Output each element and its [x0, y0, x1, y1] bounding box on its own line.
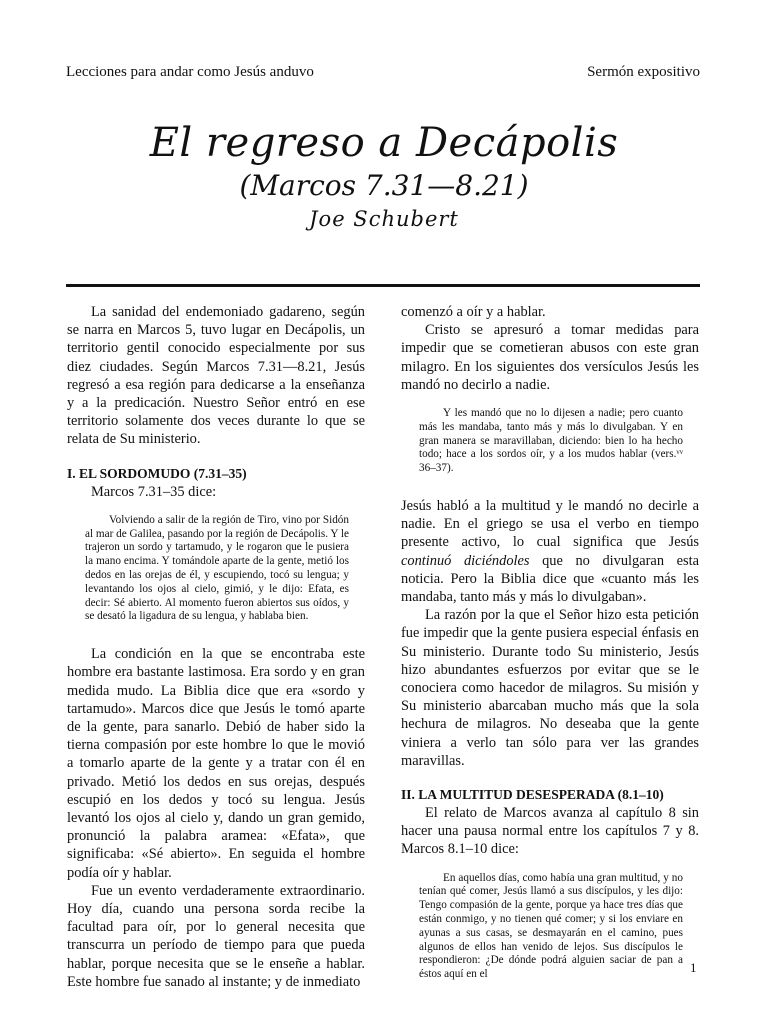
paragraph: La sanidad del endemoniado gadareno, según se narra en Marcos 5, tuvo lugar en Decápolis, un territorio gentil conocido especialmente por sus diez ciudades. Según Marcos 7.31—8.21, Jesús regresó a esa región para dedicarse a la enseñanza y a la predicación. Nuestro Señor entró en ese territorio solamente dos veces durante lo que se relata de Su ministerio.	[67, 304, 365, 448]
text-run: que no divulgaran esta noticia. Pero la Biblia dice que «cuanto más les mandaba, tanto más y más lo divulgaban».	[401, 552, 699, 606]
paragraph: Marcos 7.31–35 dice:	[91, 483, 217, 500]
paragraph: La razón por la que el Señor hizo esta petición fue impedir que la gente pusiera especial énfasis en Su ministerio. Durante todo Su ministerio, Jesús hizo abundantes esfuerzos por evitar que se le conociera como hacedor de milagros. Su misión y Su ministerio abarcaban mucho más que la sola hechura de milagros. No deseaba que la gente viniera a verlo tan sólo para ver las grandes maravillas.	[401, 607, 699, 769]
running-head	[66, 62, 700, 82]
paragraph: comenzó a oír y a hablar.	[401, 304, 546, 320]
author-name: Joe Schubert	[309, 207, 459, 231]
paragraph: Cristo se apresuró a tomar medidas para impedir que se cometieran abusos con este gran milagro. En los siguientes dos versículos Jesús les mandó no decirlo a nadie.	[401, 322, 699, 393]
paragraph	[401, 497, 699, 606]
scripture-quote: Volviendo a salir de la región de Tiro, vino por Sidón al mar de Galilea, pasando por la región de Decápolis. Y le trajeron un sordo y tartamudo, y le rogaron que le pusiera la mano encima. Y tomándole aparte de la gente, metió los dedos en las orejas de él, y escupiendo, tocó su lengua; y levantando los ojos al cielo, gimió, y le dijo: Efata, es decir: Sé abierto. Al momento fueron abiertos sus oídos, y se desató la ligadura de su lengua, y hablaba bien.	[85, 513, 349, 623]
title-block	[0, 118, 768, 234]
section-heading: II. LA MULTITUD DESESPERADA (8.1–10)	[401, 787, 664, 803]
book-title: Lecciones para andar como Jesús anduvo	[66, 64, 314, 80]
emphasis-text: continuó diciéndoles	[401, 552, 530, 569]
page-number: 1	[690, 960, 697, 975]
text-run: Jesús habló a la multitud y le mandó no decirle a nadie. En el griego se usa el verbo en tiempo presente activo, lo cual significa que Jesús	[401, 498, 699, 551]
scripture-quote: En aquellos días, como había una gran multitud, y no tenían qué comer, Jesús llamó a sus discípulos, y les dijo: Tengo compasión de la gente, porque ya hace tres días que están conmigo, y no tienen qué comer; y si los enviare en ayunas a sus casas, se desmayarán en el camino, pues algunos de ellos han venido de lejos. Sus discípulos le respondieron: ¿De dónde podrá alguien saciar de pan a éstos aquí en el	[419, 871, 683, 981]
scripture-reference: (Marcos 7.31—8.21)	[239, 169, 529, 202]
left-column	[67, 303, 365, 991]
paragraph: Fue un evento verdaderamente extraordinario. Hoy día, cuando una persona sorda recibe la facultad para oír, por lo general necesita que transcurra un período de tiempo para que pueda hablar, porque necesita que se le enseñe a hablar. Este hombre fue sanado al instante; y de inmediato	[67, 882, 365, 990]
section-heading: I. EL SORDOMUDO (7.31–35)	[67, 465, 247, 481]
title-divider	[66, 284, 700, 287]
paragraph: La condición en la que se encontraba este hombre era bastante lastimosa. Era sordo y en gran medida mudo. La Biblia dice que era «sordo y tartamudo». Marcos dice que Jesús le tomó aparte de la gente, para sanarlo. Debió de haber sido la tierna compasión por este hombre lo que le movió a tomarlo aparte de la gente y a tratar con él en privado. Metió los dedos en sus orejas, después escupió en los dedos y tocó su lengua. Jesús levantó los ojos al cielo y, dando un gran gemido, pronunció la palabra aramea: «Efata», que significaba: «Sé abierto». En seguida el hombre podía oír y hablar.	[67, 646, 365, 881]
page-title: El regreso a Decápolis	[149, 120, 619, 166]
scripture-quote: Y les mandó que no lo dijesen a nadie; pero cuanto más les mandaba, tanto más y más lo divulgaban. Y en gran manera se maravillaban, diciendo: bien lo ha hecho todo; hace a los sordos oír, y a los mudos hablar (vers.ᵛᵛ 36–37).	[419, 407, 683, 475]
section-label: Sermón expositivo	[587, 64, 700, 80]
right-column	[401, 303, 699, 982]
paragraph: El relato de Marcos avanza al capítulo 8 sin hacer una pausa normal entre los capítulos 7 y 8. Marcos 8.1–10 dice:	[401, 805, 699, 858]
